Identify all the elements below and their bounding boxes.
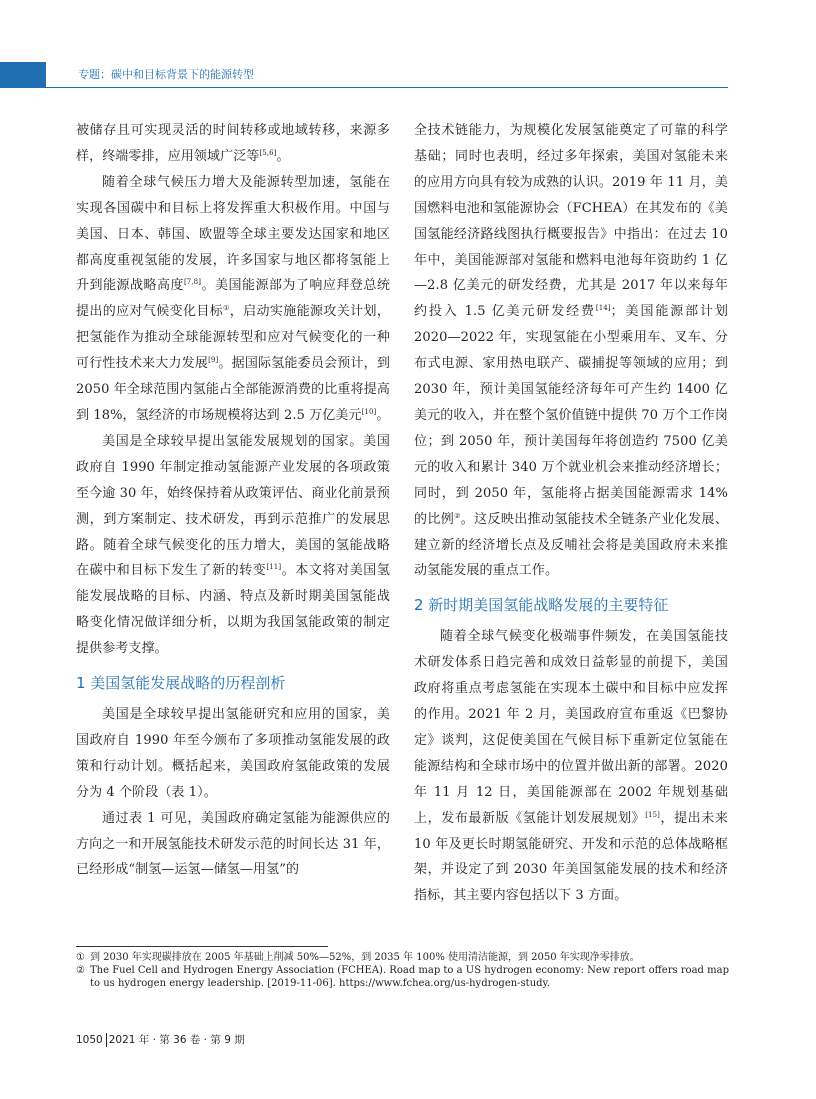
- citation[interactable]: [10]: [361, 407, 377, 416]
- footnote-mark: ②: [76, 965, 85, 976]
- citation[interactable]: [7,8]: [183, 278, 202, 287]
- footnote-marker[interactable]: ①: [223, 304, 230, 313]
- footnote-text[interactable]: The Fuel Cell and Hydrogen Energy Association (FCHEA). Road map to a US hydrogen economy: New report offers road map to us hydrogen energy leadership. [2019-11-06]. https://www.fchea.org/us-hydrogen-study.: [90, 965, 729, 989]
- folio-divider: [106, 1033, 107, 1047]
- section-heading: 2 新时期美国氢能战略发展的主要特征: [414, 596, 669, 615]
- paragraph: 通过表 1 可见，美国政府确定氢能为能源供应的方向之一和开展氢能技术研发示范的时间长达 31 年，已经形成“制氢—运氢—储氢—用氢”的: [76, 810, 390, 878]
- paragraph: 全技术链能力，为规模化发展氢能奠定了可靠的科学基础；同时也表明，经过多年探索，美国对氢能未来的应用方向具有较为成熟的认识。2019 年 11 月，美国燃料电池和氢能源协会（FCHEA）在其发布的《美国氢能经济路线图执行概要报告》中指出：在过去 10 年中，美国能源部对氢能和燃料电池每年资助约 1 亿—2.8 亿美元的研发经费，尤其是 2017 年以来每年约投入 1.5 亿美元研发经费[14]；美国能源部计划 2020—2022 年，实现氢能在小型乘用车、叉车、分布式电源、家用热电联产、碳捕捉等领域的应用；到 2030 年，预计美国氢能经济每年可产生约 1400 亿美元的收入，并在整个氢价值链中提供 70 万个工作岗位；到 2050 年，预计美国每年将创造约 7500 亿美元的收入和累计 340 万个就业机会来推动经济增长；同时，到 2050 年，氢能将占据美国能源需求 14% 的比例②。这反映出推动氢能技术全链条产业化发展、建立新的经济增长点及反哺社会将是美国政府未来推动氢能发展的重点工作。: [414, 123, 728, 579]
- paragraph: 被储存且可实现灵活的时间转移或地域转移，来源多样，终端零排，应用领域广泛等[5,6]。: [76, 123, 390, 164]
- footnote-rule: [76, 946, 328, 947]
- citation[interactable]: [14]: [595, 304, 611, 313]
- footnote-text: 到 2030 年实现碳排放在 2005 年基础上削减 50%—52%，到 2035 年 100% 使用清洁能源，到 2050 年实现净零排放。: [90, 952, 640, 963]
- section-heading: 1 美国氢能发展战略的历程剖析: [76, 674, 286, 693]
- footnotes: [76, 951, 732, 990]
- footnote-mark: ①: [76, 952, 85, 963]
- footnote: [76, 951, 732, 964]
- page-number: 1050: [76, 1033, 103, 1046]
- header-color-band: [0, 62, 46, 88]
- footnote: [76, 964, 732, 990]
- citation[interactable]: [5,6]: [259, 148, 277, 157]
- issue-info: 2021 年 · 第 36 卷 · 第 9 期: [108, 1034, 245, 1046]
- paragraph: 随着全球气候压力增大及能源转型加速，氢能在实现各国碳中和目标上将发挥重大积极作用。中国与美国、日本、韩国、欧盟等全球主要发达国家和地区都高度重视氢能的发展，许多国家与地区都将氢能上升到能源战略高度[7,8]。美国能源部为了响应拜登总统提出的应对气候变化目标①，启动实施能源攻关计划，把氢能作为推动全球能源转型和应对气候变化的一种可行性技术来大力发展[9]。据国际氢能委员会预计，到 2050 年全球范围内氢能占全部能源消费的比重将提高到 18%，氢经济的市场规模将达到 2.5 万亿美元[10]。: [76, 174, 390, 423]
- citation[interactable]: [15]: [645, 810, 660, 819]
- paragraph: 美国是全球较早提出氢能发展规划的国家。美国政府自 1990 年制定推动氢能源产业发展的各项政策至今逾 30 年，始终保持着从政策评估、商业化前景预测，到方案制定、技术研发，再到示范推广的发展思路。随着全球气候变化的压力增大，美国的氢能战略在碳中和目标下发生了新的转变[11]。本文将对美国氢能发展战略的目标、内涵、特点及新时期美国氢能战略变化情况做详细分析，以期为我国氢能政策的制定提供参考支撑。: [76, 433, 390, 657]
- footnote-marker[interactable]: ②: [454, 511, 461, 520]
- page-folio: [76, 1032, 245, 1047]
- right-column: [414, 118, 728, 909]
- citation[interactable]: [9]: [208, 356, 219, 365]
- paragraph: 美国是全球较早提出氢能研究和应用的国家，美国政府自 1990 年至今颁布了多项推动氢能发展的政策和行动计划。概括起来，美国政府氢能政策的发展分为 4 个阶段（表 1）。: [76, 707, 390, 800]
- paragraph: 随着全球气候变化极端事件频发，在美国氢能技术研发体系日趋完善和成效日益彰显的前提下，美国政府将重点考虑氢能在实现本土碳中和目标中应发挥的作用。2021 年 2 月，美国政府宣布重返《巴黎协定》谈判，这促使美国在气候目标下重新定位氢能在能源结构和全球市场中的位置并做出新的部署。2020 年 11 月 12 日，美国能源部在 2002 年规划基础上，发布最新版《氢能计划发展规划》[15]，提出未来 10 年及更长时期氢能研究、开发和示范的总体战略框架，并设定了到 2030 年美国氢能发展的技术和经济指标，其主要内容包括以下 3 方面。: [414, 629, 728, 904]
- left-column: [76, 118, 390, 883]
- header-rule: [46, 87, 728, 88]
- citation[interactable]: [11]: [266, 563, 282, 572]
- running-title: 专题：碳中和目标背景下的能源转型: [78, 68, 254, 81]
